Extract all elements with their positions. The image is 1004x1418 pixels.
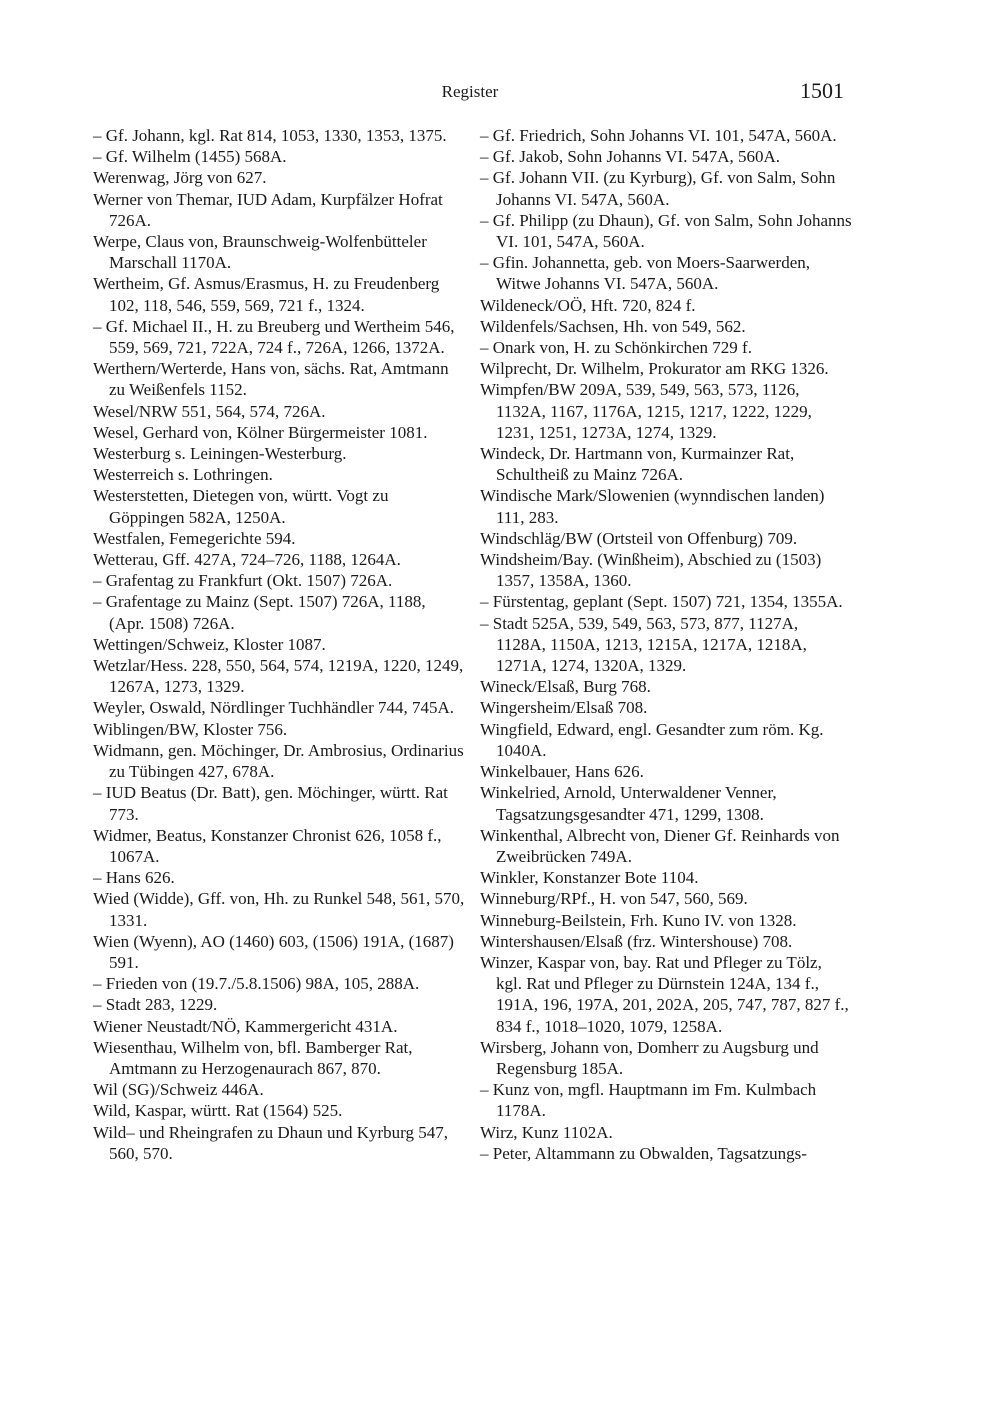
index-entry: – Gfin. Johannetta, geb. von Moers-Saarwerden, Witwe Johanns VI. 547A, 560A. <box>480 253 810 294</box>
running-title: Register <box>441 82 499 101</box>
index-entry: – Gf. Jakob, Sohn Johanns VI. 547A, 560A. <box>480 147 781 167</box>
index-column-left <box>93 125 465 1164</box>
index-entry: – Gf. Michael II., H. zu Breuberg und Wertheim 546, 559, 569, 721, 722A, 724 f., 726A, 1266, 1372A. <box>93 316 455 358</box>
index-entry: Wesel, Gerhard von, Kölner Bürgermeister 1081. <box>93 422 428 442</box>
index-entry: – IUD Beatus (Dr. Batt), gen. Möchinger, württ. Rat 773. <box>93 783 448 824</box>
index-entry: Winneburg/RPf., H. von 547, 560, 569. <box>480 889 748 909</box>
index-entry: Werner von Themar, IUD Adam, Kurpfälzer Hofrat 726A. <box>93 189 443 230</box>
index-entry: Wingersheim/Elsaß 708. <box>480 698 648 718</box>
index-entry: Winzer, Kaspar von, bay. Rat und Pfleger zu Tölz, kgl. Rat und Pfleger zu Dürnstein 124A, 134 f., 191A, 196, 197A, 201, 202A, 205, 747, 787, 827 f., 834 f., 1018–1020, 1079, 1258A. <box>480 952 849 1036</box>
index-entry: Wetzlar/Hess. 228, 550, 564, 574, 1219A, 1220, 1249, 1267A, 1273, 1329. <box>93 656 464 697</box>
index-entry: Widmer, Beatus, Konstanzer Chronist 626, 1058 f., 1067A. <box>93 825 442 866</box>
index-entry: Wiblingen/BW, Kloster 756. <box>93 719 288 739</box>
index-entry: Wied (Widde), Gff. von, Hh. zu Runkel 548, 561, 570, 1331. <box>93 889 465 930</box>
index-entry: Wineck/Elsaß, Burg 768. <box>480 677 651 697</box>
index-entry: Wildeneck/OÖ, Hft. 720, 824 f. <box>480 295 696 315</box>
index-entry: – Stadt 283, 1229. <box>93 995 218 1015</box>
index-entry: Windschläg/BW (Ortsteil von Offenburg) 709. <box>480 528 798 548</box>
index-entry: Widmann, gen. Möchinger, Dr. Ambrosius, Ordinarius zu Tübingen 427, 678A. <box>93 740 464 782</box>
index-entry: Wingfield, Edward, engl. Gesandter zum röm. Kg. 1040A. <box>480 719 824 760</box>
index-entry: Winkenthal, Albrecht von, Diener Gf. Reinhards von Zweibrücken 749A. <box>480 825 840 866</box>
index-entry: Windeck, Dr. Hartmann von, Kurmainzer Rat, Schultheiß zu Mainz 726A. <box>480 444 795 485</box>
index-entry: Werthern/Werterde, Hans von, sächs. Rat, Amtmann zu Weißenfels 1152. <box>93 359 449 400</box>
index-entry: – Kunz von, mgfl. Hauptmann im Fm. Kulmbach 1178A. <box>480 1080 817 1121</box>
index-entry: – Gf. Philipp (zu Dhaun), Gf. von Salm, Sohn Johanns VI. 101, 547A, 560A. <box>480 210 852 252</box>
index-entry: Wesel/NRW 551, 564, 574, 726A. <box>93 401 326 421</box>
index-entry: Wild– und Rheingrafen zu Dhaun und Kyrburg 547, 560, 570. <box>93 1122 448 1163</box>
index-entry: Wirz, Kunz 1102A. <box>480 1122 613 1142</box>
index-entry: Wimpfen/BW 209A, 539, 549, 563, 573, 1126, 1132A, 1167, 1176A, 1215, 1217, 1222, 1229, 1231, 1251, 1273A, 1274, 1329. <box>480 380 812 442</box>
index-entry: Winkler, Konstanzer Bote 1104. <box>480 868 699 888</box>
index-entry: Westerburg s. Leiningen-Westerburg. <box>93 444 347 464</box>
index-entry: Werenwag, Jörg von 627. <box>93 168 267 188</box>
index-entry: – Gf. Johann, kgl. Rat 814, 1053, 1330, 1353, 1375. <box>93 126 447 145</box>
index-entry: Westerreich s. Lothringen. <box>93 465 273 485</box>
page-number: 1501 <box>800 78 844 103</box>
index-entry: – Grafentage zu Mainz (Sept. 1507) 726A, 1188, (Apr. 1508) 726A. <box>93 592 426 633</box>
index-entry: Wiesenthau, Wilhelm von, bfl. Bamberger Rat, Amtmann zu Herzogenaurach 867, 870. <box>93 1037 413 1078</box>
index-entry: Wildenfels/Sachsen, Hh. von 549, 562. <box>480 316 746 336</box>
index-column-right <box>480 125 852 1164</box>
index-entry: Wiener Neustadt/NÖ, Kammergericht 431A. <box>93 1016 398 1036</box>
index-entry: Wettingen/Schweiz, Kloster 1087. <box>93 634 326 654</box>
index-entry: Wilprecht, Dr. Wilhelm, Prokurator am RKG 1326. <box>480 359 829 379</box>
index-entry: – Stadt 525A, 539, 549, 563, 573, 877, 1127A, 1128A, 1150A, 1213, 1215A, 1217A, 1218A, 1271A, 1274, 1320A, 1329. <box>480 613 807 676</box>
index-entry: – Hans 626. <box>93 868 175 888</box>
index-entry: Wild, Kaspar, württ. Rat (1564) 525. <box>93 1101 343 1121</box>
index-entry: Windsheim/Bay. (Winßheim), Abschied zu (1503) 1357, 1358A, 1360. <box>480 550 822 591</box>
index-entry: – Fürstentag, geplant (Sept. 1507) 721, 1354, 1355A. <box>480 592 843 612</box>
index-entry: – Onark von, H. zu Schönkirchen 729 f. <box>480 338 752 358</box>
index-entry: – Frieden von (19.7./5.8.1506) 98A, 105, 288A. <box>93 974 420 994</box>
index-entry: Werpe, Claus von, Braunschweig-Wolfenbütteler Marschall 1170A. <box>93 232 427 273</box>
index-entry: Wertheim, Gf. Asmus/Erasmus, H. zu Freudenberg 102, 118, 546, 559, 569, 721 f., 1324. <box>93 274 440 315</box>
index-entry: – Gf. Wilhelm (1455) 568A. <box>93 147 287 167</box>
index-entry: Winkelbauer, Hans 626. <box>480 762 644 782</box>
index-entry: Winneburg-Beilstein, Frh. Kuno IV. von 1328. <box>480 910 797 930</box>
index-entry: Weyler, Oswald, Nördlinger Tuchhändler 744, 745A. <box>93 698 455 718</box>
index-entry: Windische Mark/Slowenien (wynndischen landen) 111, 283. <box>480 486 825 527</box>
index-entry: Westfalen, Femegerichte 594. <box>93 528 296 548</box>
index-entry: – Gf. Johann VII. (zu Kyrburg), Gf. von Salm, Sohn Johanns VI. 547A, 560A. <box>480 168 836 209</box>
index-entry: Winkelried, Arnold, Unterwaldener Venner, Tagsatzungsgesandter 471, 1299, 1308. <box>480 783 777 824</box>
index-entry: Wirsberg, Johann von, Domherr zu Augsburg und Regensburg 185A. <box>480 1037 819 1078</box>
index-entry: Wien (Wyenn), AO (1460) 603, (1506) 191A, (1687) 591. <box>93 931 454 972</box>
index-entry: Wintershausen/Elsaß (frz. Wintershouse) 708. <box>480 931 793 951</box>
index-entry: – Grafentag zu Frankfurt (Okt. 1507) 726A. <box>93 571 393 591</box>
index-entry: Westerstetten, Dietegen von, württ. Vogt zu Göppingen 582A, 1250A. <box>93 486 389 527</box>
index-entry: – Peter, Altammann zu Obwalden, Tagsatzungs- <box>480 1143 807 1163</box>
index-entry: – Gf. Friedrich, Sohn Johanns VI. 101, 547A, 560A. <box>480 126 837 145</box>
index-entry: Wil (SG)/Schweiz 446A. <box>93 1080 264 1100</box>
index-entry: Wetterau, Gff. 427A, 724–726, 1188, 1264A. <box>93 550 401 570</box>
